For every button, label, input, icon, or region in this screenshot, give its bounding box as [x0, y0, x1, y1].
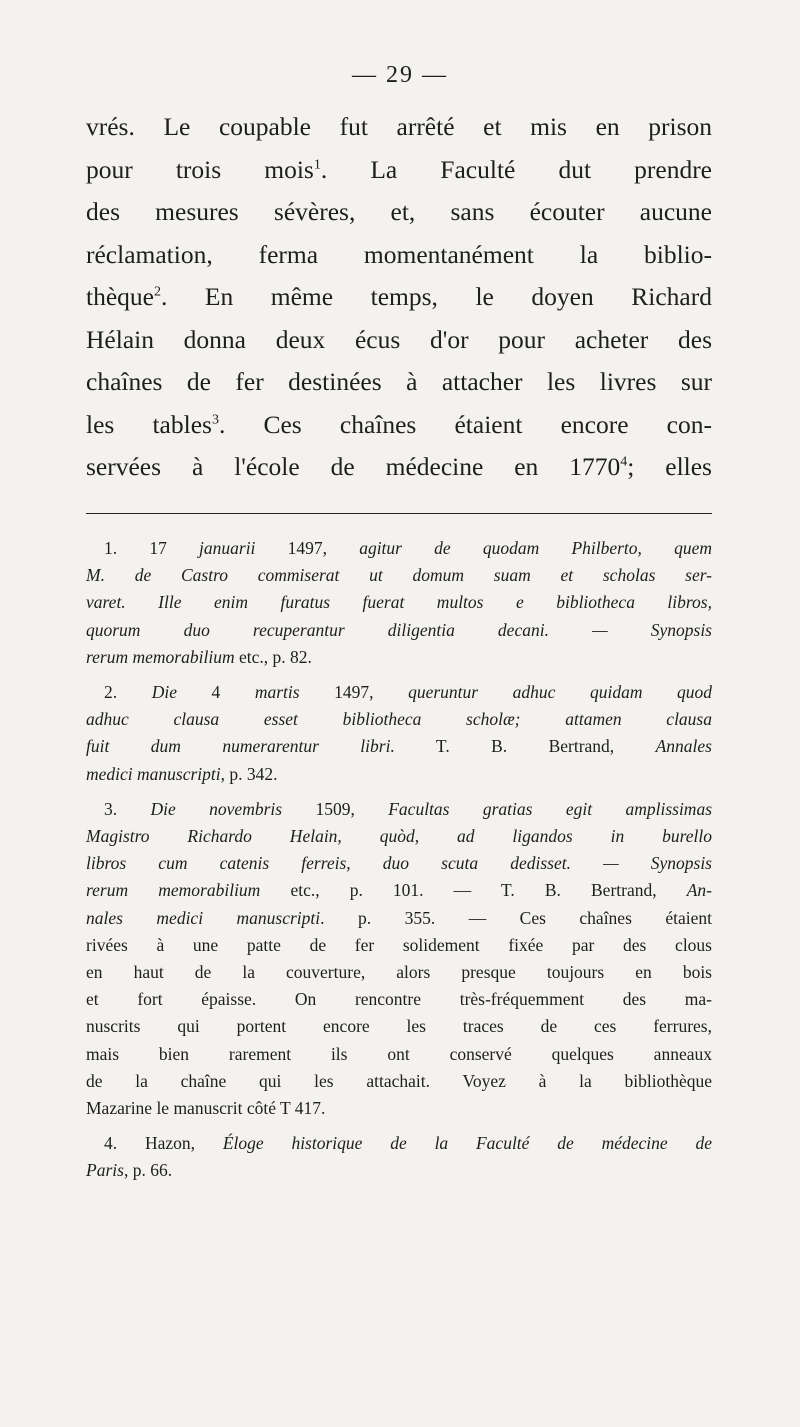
- text-line: thèque$^2$. En même temps, le doyen Richard: [86, 282, 712, 311]
- footnote-ref: 4: [620, 454, 628, 470]
- text-line: Hélain donna deux écus d'or pour acheter des: [86, 324, 712, 354]
- text-line: chaînes de fer destinées à attacher les livres sur: [86, 367, 712, 396]
- footnote-4: 4. Hazon, Éloge historique de la Faculté de médecine de Paris, p. 66.: [86, 1133, 712, 1181]
- footnotes: [86, 535, 712, 1193]
- footnote-ref: 1: [313, 157, 321, 172]
- footnote-divider: [86, 513, 712, 514]
- text-line: les tables$^3$. Ces chaînes étaient encore con-: [86, 409, 712, 439]
- text-line: servées à l'école de médecine en 1770$^4$; elles: [86, 452, 712, 481]
- main-text: [86, 106, 712, 489]
- text-line: réclamation, ferma momentanément la biblio-: [86, 239, 712, 269]
- text-line: des mesures sévères, et, sans écouter aucune: [86, 197, 712, 226]
- footnote-3: 3. Die novembris 1509, Facultas gratias egit amplissimas Magistro Richardo Helain, quòd, ad ligandos in burello libros cum catenis ferreis, duo scuta dedisset. — Synopsis rerum memorabilium etc., p. 101. — T. B. Bertrand, An- nales medici manuscripti. p. 355. — Ces chaînes étaient rivées à une patte de fer solidement fixée par des clous en haut de la couverture, alors presque toujours en bois et fort épaisse. On rencontre très-fréquemment des ma- nuscrits qui portent encore les traces de ces ferrures, mais bien rarement ils ont conservé quelques anneaux de la chaîne qui les attachait. Voyez à la bibliothèque Mazarine le manuscrit côté T 417.: [86, 798, 713, 1119]
- text-line: pour trois mois$^1$. La Faculté dut prendre: [86, 154, 713, 184]
- page-number: — 29 —: [352, 62, 448, 88]
- footnote-ref: 3: [211, 412, 219, 427]
- text-line: vrés. Le coupable fut arrêté et mis en prison: [86, 112, 712, 141]
- footnote-1: 1. 17 januarii 1497, agitur de quodam Philberto, quem M. de Castro commiserat ut domum suam et scholas ser- varet. Ille enim furatus fuerat multos e bibliotheca libros, quorum duo recuperantur diligentia decani. — Synopsis rerum memorabilium etc., p. 82.: [86, 538, 713, 667]
- footnote-ref: 2: [153, 284, 161, 300]
- footnote-2: 2. Die 4 martis 1497, queruntur adhuc quidam quod adhuc clausa esset bibliotheca scholæ; attamen clausa fuit dum numerarentur libri. T. B. Bertrand, Annales medici manuscripti, p. 342.: [86, 682, 713, 784]
